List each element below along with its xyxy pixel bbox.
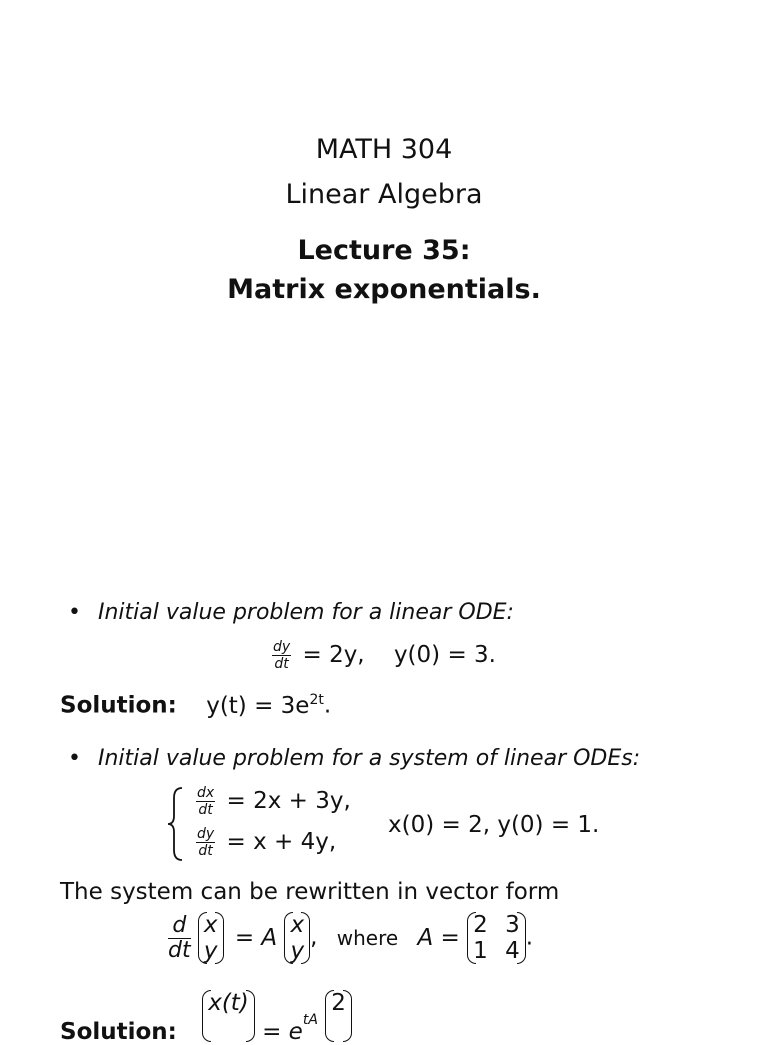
- matrix-A-row-2: 1 4: [473, 938, 520, 964]
- ode-num: dy: [273, 639, 291, 655]
- solution-1-text: y(t) = 3e: [206, 692, 310, 719]
- system-eq-2: [196, 827, 336, 858]
- system-eq-2-fraction: [196, 827, 215, 858]
- course-code: MATH 304: [315, 134, 453, 165]
- where-word: where: [336, 925, 399, 950]
- solution-exp: tA: [302, 1011, 318, 1028]
- solution-2-label: Solution:: [60, 1018, 177, 1045]
- ode-equation: [272, 640, 496, 671]
- system-eq-1-den: dt: [198, 802, 213, 818]
- solution-2: [60, 990, 352, 1045]
- equals-A: = A: [234, 924, 278, 951]
- solution-eq: = e: [262, 1018, 303, 1045]
- vector-x: x: [203, 912, 218, 938]
- bullet-dot: •: [68, 600, 81, 625]
- solution-vector-top: x(t): [208, 990, 249, 1016]
- system-eq-2-den: dt: [198, 843, 213, 859]
- rewrite-text: The system can be rewritten in vector form: [60, 879, 560, 905]
- vector-dt: dt: [168, 937, 191, 963]
- ode-rhs: = 2y,: [302, 642, 365, 668]
- bullet-1: [68, 600, 514, 625]
- vector-x: x: [290, 912, 305, 938]
- bullet-1-text: Initial value problem for a linear ODE:: [97, 600, 514, 625]
- course-subject: Linear Algebra: [285, 179, 483, 210]
- solution-1-end: .: [323, 692, 332, 719]
- matrix-A: [467, 912, 526, 964]
- system-eq-1: [196, 786, 351, 817]
- ode-ic: y(0) = 3.: [393, 642, 496, 668]
- system-eq-2-num: dy: [197, 826, 215, 842]
- matrix-A-label: A =: [417, 924, 460, 951]
- ode-fraction: [272, 640, 291, 671]
- system-eq-1-rhs: = 2x + 3y,: [226, 788, 351, 814]
- bullet-dot: •: [68, 746, 81, 771]
- vector-y: y: [203, 938, 218, 964]
- lecture-number: Lecture 35:: [297, 235, 471, 266]
- vector-derivative: [168, 912, 191, 963]
- vector-xy-left: [198, 912, 224, 964]
- solution-vector: [202, 990, 255, 1042]
- lecture-topic: Matrix exponentials.: [227, 274, 541, 305]
- matrix-A-row-1: 2 3: [473, 912, 520, 938]
- system-eq-1-num: dx: [197, 785, 215, 801]
- system-eq-1-fraction: [196, 786, 215, 817]
- vector-form-equation: $\frac{d}{dt}$ x y = A x y , where A = 2 3 1 4 .: [168, 912, 534, 964]
- ode-den: dt: [274, 656, 289, 672]
- vector-xy-right: [284, 912, 310, 964]
- system-brace: [166, 786, 186, 862]
- vector-d: d: [168, 915, 191, 939]
- bullet-2: [68, 746, 640, 771]
- initial-vector-top: 2: [331, 990, 346, 1016]
- solution-1-exp: 2t: [309, 692, 324, 708]
- system-eq-2-rhs: = x + 4y,: [226, 829, 337, 855]
- vector-y: y: [290, 938, 305, 964]
- bullet-2-text: Initial value problem for a system of linear ODEs:: [97, 746, 641, 771]
- solution-1-label: Solution:: [60, 692, 177, 719]
- initial-vector: [325, 990, 352, 1042]
- solution-1: [60, 692, 331, 719]
- system-initial-conditions: x(0) = 2, y(0) = 1.: [388, 812, 600, 838]
